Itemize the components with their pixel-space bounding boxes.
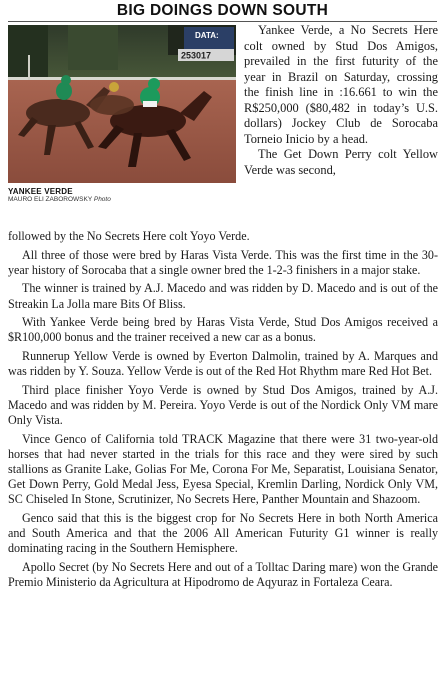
second-paragraph-continued: followed by the No Secrets Here colt Yoyo Verde. bbox=[8, 229, 250, 243]
body-paragraph: Genco said that this is the biggest crop for No Secrets Here in both North America and South America and that the 2006 All American Futurity G1 winner is really dominating racing in the Southern Hemisphere. bbox=[8, 510, 438, 555]
article-headline: BIG DOINGS DOWN SOUTH bbox=[116, 2, 329, 19]
tote-board-number: 253017 bbox=[181, 50, 212, 61]
photo-credit-suffix: Photo bbox=[93, 196, 111, 203]
body-paragraph: Third place finisher Yoyo Verde is owned by Stud Dos Amigos, trained by A.J. Macedo and was ridden by M. Pereira. Yoyo Verde is out of the Nordick Only VM mare Only Vista. bbox=[8, 382, 438, 427]
body-paragraph: Apollo Secret (by No Secrets Here and out of a Tolltac Daring mare) won the Grande Premio Ministerio da Agricultura at Hipodromo de Aqyuraz in Fortaleza Ceara. bbox=[8, 559, 438, 589]
body-paragraph: Runnerup Yellow Verde is owned by Everton Dalmolin, trained by A. Marques and was ridden by Y. Souza. Yellow Verde is out of the Red Hot Rhythm mare Red Hot Bet. bbox=[8, 349, 438, 379]
body-paragraph: With Yankee Verde being bred by Haras Vista Verde, Stud Dos Amigos received a $R100,000 bonus and the trainer received a new car as a bonus. bbox=[8, 315, 438, 345]
headline-rule bbox=[8, 21, 437, 22]
body-paragraph: The winner is trained by A.J. Macedo and was ridden by D. Macedo and is out of the Streakin La Jolla mare Bits Of Bliss. bbox=[8, 281, 438, 311]
lead-paragraph: Yankee Verde, a No Secrets Here colt owned by Stud Dos Amigos, prevailed in the first futurity of the year in Brazil on Saturday, crossing the finish line in :16.661 to win the R$250,000 ($80,482 in today’s U.S. dollars) Jockey Club de Sorocaba Torneio Inicio by a head. bbox=[244, 23, 438, 146]
photo-credit-name: MAURO ELI ZABOROWSKY bbox=[8, 196, 93, 203]
second-paragraph-start: The Get Down Perry colt Yellow Verde was second, bbox=[244, 147, 438, 177]
photo-caption-name: YANKEE VERDE bbox=[8, 187, 73, 196]
photo-block bbox=[8, 25, 236, 203]
race-photo-image bbox=[8, 25, 236, 183]
body-paragraph: Vince Genco of California told TRACK Magazine that there were 31 two-year-old horses that had never started in the trials for this race and they were sired by such stallions as Granite Lake, Golias For Me, Corona For Me, Separatist, Louisiana Senator, Get Down Perry, Gold Medal Jess, Eyesa Special, Kremlin Darling, Nordick Only VM, SC Chiseled In Stone, Scrutinizer, No Secrets Here, Panther Mountain and Shazoom. bbox=[8, 431, 438, 507]
race-photo bbox=[8, 25, 236, 183]
tote-board-label: DATA: bbox=[195, 31, 219, 40]
article-body bbox=[8, 229, 438, 593]
body-paragraph: All three of those were bred by Haras Vista Verde. This was the first time in the 30-year history of Sorocaba that a single owner bred the 1-2-3 finishers in a major stake. bbox=[8, 247, 438, 277]
photo-caption-credit bbox=[8, 196, 236, 203]
article-lead-column bbox=[244, 23, 438, 178]
